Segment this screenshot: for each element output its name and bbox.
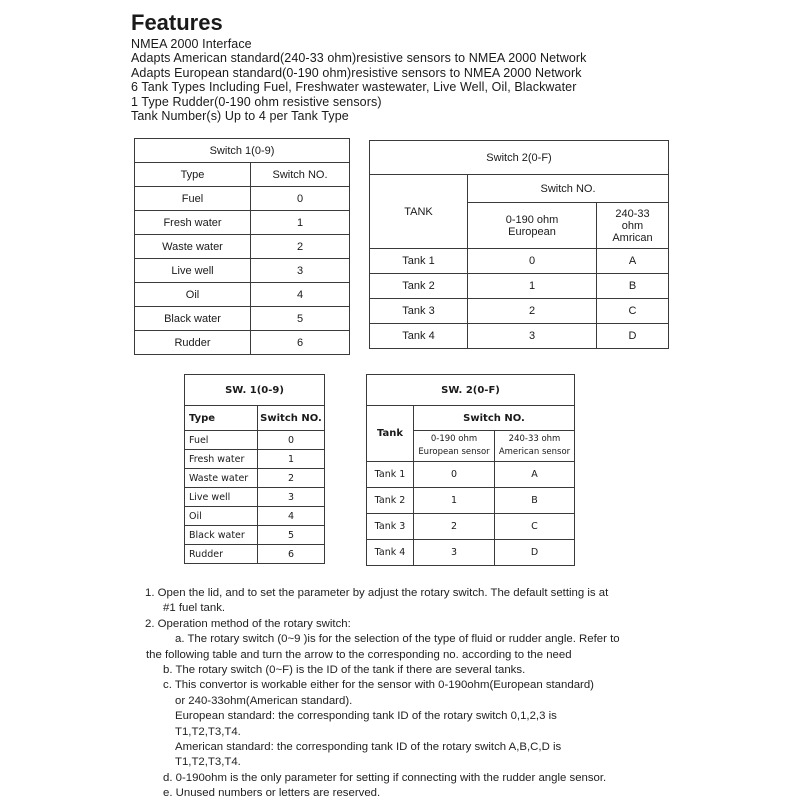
- switch-no-cell: 4: [258, 507, 325, 526]
- switch-no-cell: 2: [251, 235, 350, 259]
- table-row: [367, 514, 575, 540]
- switch1-table: [134, 138, 350, 355]
- tank-cell: Tank 2: [367, 488, 414, 514]
- note-line: 1. Open the lid, and to set the parameter by adjust the rotary switch. The default setting is at: [145, 587, 609, 599]
- table-row: [135, 283, 350, 307]
- tank-cell: Tank 4: [367, 540, 414, 566]
- table-title: Switch 2(0-F): [370, 141, 669, 175]
- column-header-american: 240-33 ohm Amrican: [597, 203, 669, 249]
- european-cell: 0: [414, 462, 495, 488]
- feature-line: 6 Tank Types Including Fuel, Freshwater wastewater, Live Well, Oil, Blackwater: [131, 80, 577, 95]
- feature-line: NMEA 2000 Interface: [131, 37, 252, 51]
- european-cell: 1: [414, 488, 495, 514]
- type-cell: Fuel: [185, 431, 258, 450]
- table-title-row: [185, 375, 325, 406]
- european-cell: 3: [468, 324, 597, 349]
- table-row: [185, 545, 325, 564]
- switch-no-cell: 6: [258, 545, 325, 564]
- american-cell: A: [597, 249, 669, 274]
- note-line: #1 fuel tank.: [163, 602, 226, 615]
- table-row: [370, 274, 669, 299]
- instruction-notes: [146, 586, 620, 802]
- switch-no-cell: 1: [251, 211, 350, 235]
- table-header-row: [135, 163, 350, 187]
- switch-no-cell: 6: [251, 331, 350, 355]
- american-cell: C: [495, 514, 575, 540]
- table-row: [185, 488, 325, 507]
- type-cell: Waste water: [135, 235, 251, 259]
- table-row: [370, 324, 669, 349]
- table-row: [185, 469, 325, 488]
- american-line-2: American sensor: [498, 447, 571, 457]
- features-list: [131, 37, 587, 123]
- column-header-european: 0-190 ohm European: [468, 203, 597, 249]
- tank-cell: Tank 2: [370, 274, 468, 299]
- european-cell: 3: [414, 540, 495, 566]
- switch-no-cell: 2: [258, 469, 325, 488]
- type-cell: Black water: [135, 307, 251, 331]
- features-title: Features: [131, 10, 223, 35]
- note-line: c. This convertor is workable either for the sensor with 0-190ohm(European standard): [163, 679, 594, 692]
- tank-cell: Tank 3: [370, 299, 468, 324]
- column-header-type: Type: [185, 406, 258, 431]
- switch-no-cell: 1: [258, 450, 325, 469]
- table-row: [185, 526, 325, 545]
- column-header-switch-no: Switch NO.: [258, 406, 325, 431]
- table-row: [135, 235, 350, 259]
- column-header-switch-no: Switch NO.: [414, 406, 575, 431]
- note-line: b. The rotary switch (0~F) is the ID of the tank if there are several tanks.: [163, 664, 526, 677]
- note-line: T1,T2,T3,T4.: [175, 725, 241, 738]
- table-title-row: [370, 141, 669, 175]
- tank-cell: Tank 1: [367, 462, 414, 488]
- table-title-row: [367, 375, 575, 406]
- column-header-tank: Tank: [367, 406, 414, 462]
- european-line-2: European sensor: [418, 447, 490, 457]
- sw1-table: [184, 374, 325, 564]
- type-cell: Waste water: [185, 469, 258, 488]
- type-cell: Oil: [185, 507, 258, 526]
- table-row: [370, 299, 669, 324]
- type-cell: Rudder: [135, 331, 251, 355]
- type-cell: Rudder: [185, 545, 258, 564]
- type-cell: Live well: [135, 259, 251, 283]
- sw2-table: [366, 374, 575, 566]
- table-title: SW. 1(0-9): [185, 375, 325, 406]
- note-line: European standard: the corresponding tank ID of the rotary switch 0,1,2,3 is: [175, 710, 557, 723]
- type-cell: Fresh water: [185, 450, 258, 469]
- european-line-1: 0-190 ohm: [430, 434, 478, 444]
- note-line: e. Unused numbers or letters are reserved.: [163, 787, 381, 800]
- european-cell: 0: [468, 249, 597, 274]
- table-title: SW. 2(0-F): [367, 375, 575, 406]
- switch-no-cell: 3: [258, 488, 325, 507]
- tank-cell: Tank 3: [367, 514, 414, 540]
- type-cell: Black water: [185, 526, 258, 545]
- note-line: T1,T2,T3,T4.: [175, 756, 241, 769]
- table-row: [135, 211, 350, 235]
- american-cell: A: [495, 462, 575, 488]
- table-row: [185, 431, 325, 450]
- american-cell: D: [495, 540, 575, 566]
- american-cell: B: [597, 274, 669, 299]
- note-line: or 240-33ohm(American standard).: [175, 694, 353, 707]
- feature-line: 1 Type Rudder(0-190 ohm resistive sensors): [131, 94, 382, 109]
- switch-no-cell: 0: [258, 431, 325, 450]
- type-cell: Oil: [135, 283, 251, 307]
- switch-no-cell: 4: [251, 283, 350, 307]
- type-cell: Live well: [185, 488, 258, 507]
- american-line-1: 240-33 ohm: [508, 434, 561, 444]
- column-header-tank: TANK: [370, 175, 468, 249]
- american-cell: B: [495, 488, 575, 514]
- feature-line: Adapts American standard(240-33 ohm)resistive sensors to NMEA 2000 Network: [131, 51, 587, 66]
- switch-no-cell: 5: [251, 307, 350, 331]
- switch2-table: [369, 140, 669, 349]
- table-row: [135, 187, 350, 211]
- type-cell: Fresh water: [135, 211, 251, 235]
- switch-no-cell: 5: [258, 526, 325, 545]
- column-header-switch-no: Switch NO.: [468, 175, 669, 203]
- note-line: a. The rotary switch (0~9 )is for the selection of the type of fluid or rudder angle. Refer to: [175, 633, 620, 646]
- note-line: 2. Operation method of the rotary switch:: [145, 617, 351, 630]
- tank-cell: Tank 4: [370, 324, 468, 349]
- table-row: [367, 488, 575, 514]
- european-cell: 1: [468, 274, 597, 299]
- american-cell: D: [597, 324, 669, 349]
- note-line: d. 0-190ohm is the only parameter for setting if connecting with the rudder angle sensor.: [163, 771, 607, 784]
- feature-line: Adapts European standard(0-190 ohm)resistive sensors to NMEA 2000 Network: [131, 65, 582, 80]
- switch-no-cell: 3: [251, 259, 350, 283]
- feature-line: Tank Number(s) Up to 4 per Tank Type: [131, 109, 349, 124]
- note-line: the following table and turn the arrow to the corresponding no. according to the need: [146, 648, 572, 661]
- european-cell: 2: [414, 514, 495, 540]
- column-header-american: [495, 431, 575, 462]
- tank-cell: Tank 1: [370, 249, 468, 274]
- table-title: Switch 1(0-9): [135, 139, 350, 163]
- table-header-row: [370, 175, 669, 203]
- table-row: [370, 249, 669, 274]
- table-row: [367, 462, 575, 488]
- column-header-european: [414, 431, 495, 462]
- table-row: [135, 331, 350, 355]
- table-header-row: [367, 406, 575, 431]
- table-row: [185, 450, 325, 469]
- table-row: [367, 540, 575, 566]
- type-cell: Fuel: [135, 187, 251, 211]
- european-cell: 2: [468, 299, 597, 324]
- switch-no-cell: 0: [251, 187, 350, 211]
- table-header-row: [185, 406, 325, 431]
- column-header-switch-no: Switch NO.: [251, 163, 350, 187]
- table-row: [135, 259, 350, 283]
- table-row: [135, 307, 350, 331]
- table-title-row: [135, 139, 350, 163]
- note-line: American standard: the corresponding tank ID of the rotary switch A,B,C,D is: [175, 741, 562, 754]
- column-header-type: Type: [135, 163, 251, 187]
- american-cell: C: [597, 299, 669, 324]
- table-row: [185, 507, 325, 526]
